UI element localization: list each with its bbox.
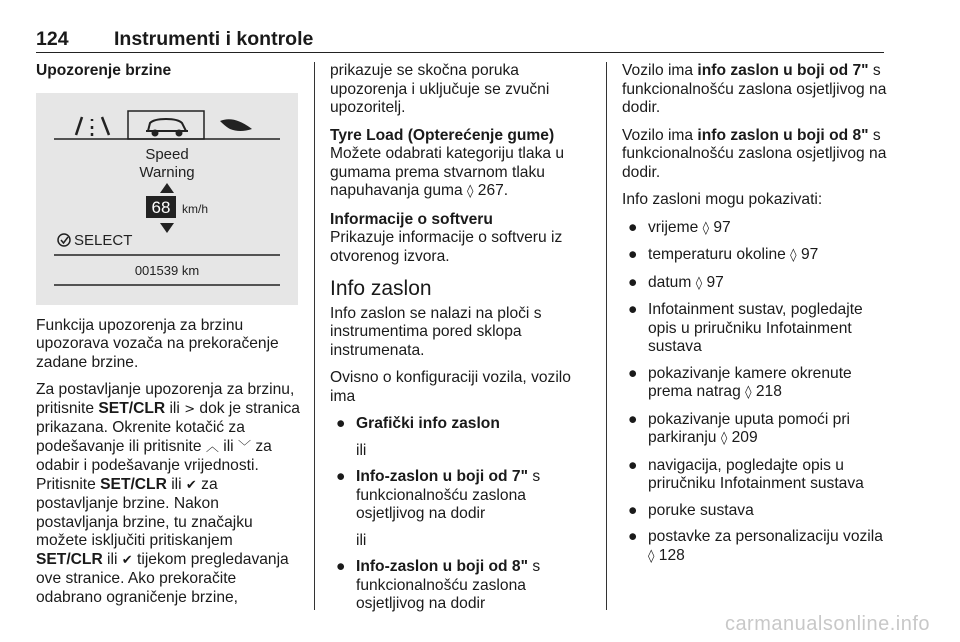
check-icon: ✔: [121, 552, 133, 568]
paragraph: Info zasloni mogu pokazivati:: [622, 191, 823, 208]
info-display-list: [622, 219, 892, 567]
odometer-readout: 001539 km: [134, 262, 200, 278]
chevron-down-icon: ﹀: [237, 439, 251, 455]
page-number: 124: [36, 28, 69, 50]
eco-leaf-icon: [220, 119, 252, 131]
paragraph: prikazuje se skočna poruka upozorenja i uključuje se zvučni upozoritelj.: [330, 62, 550, 116]
speed-label: Speed: [145, 145, 189, 163]
reference-icon: ◊: [720, 431, 728, 446]
bullet: ●: [336, 415, 346, 432]
paragraph: Za postavljanje upozorenja za brzinu, pritisnite SET/CLR ili > dok je stranica prikazana. Okrenite kotačić za podešavanje ili pritisnite ︿ ili ﹀ za odabir i podešavanje vrijednosti. Pritisnite SET/CLR ili ✔ za postavljanje brzine. Nakon postavljanja brzine, tu značajku možete isključiti pritiskanjem SET/CLR ili ✔ tijekom pregledavanja ove stranice. Ako prekoračite odabrano ograničenje brzine,: [36, 381, 300, 606]
paragraph: Ovisno o konfiguraciji vozila, vozilo ima: [330, 369, 571, 405]
select-label: SELECT: [74, 231, 133, 249]
display-types-list: [330, 415, 586, 434]
reference-icon: ◊: [790, 248, 797, 263]
display-types-list: [330, 468, 586, 524]
reference-icon: ◊: [467, 184, 474, 199]
or-text: ili: [356, 531, 367, 549]
list-item: ● vrijeme ◊ 97: [628, 218, 731, 236]
bullet: ●: [628, 501, 638, 519]
column-divider: [606, 62, 607, 610]
list-item: ● datum ◊ 97: [628, 273, 724, 291]
list-item: ● pokazivanje uputa pomoći pri parkiranju ◊ 209: [628, 410, 850, 446]
list-item: ● Infotainment sustav, pogledajte opis u priručniku Infotainment sustava: [628, 301, 863, 355]
section-heading: Info zaslon: [330, 277, 432, 300]
list-item: ● Info-zaslon u boji od 8" s funkcionalnošću zaslona osjetljivog na dodir: [336, 558, 541, 612]
car-icon: [146, 119, 188, 136]
speed-warning-figure: [36, 93, 298, 305]
bullet: ●: [628, 246, 638, 263]
reference-icon: ◊: [648, 548, 655, 564]
bullet: ●: [628, 410, 638, 428]
speed-unit: km/h: [182, 201, 209, 216]
list-item: ● pokazivanje kamere okrenute prema natrag ◊ 218: [628, 364, 852, 400]
paragraph: Info zaslon se nalazi na ploči s instrumentima pored sklopa instrumenata.: [330, 304, 542, 359]
check-circle-icon: [58, 234, 70, 246]
paragraph: Možete odabrati kategoriju tlaka u gumama prema stvarnom tlaku napuhavanja guma ◊ 267.: [330, 145, 565, 199]
arrow-up-icon: [160, 183, 174, 193]
reference-icon: ◊: [695, 275, 703, 291]
subheading: Informacije o softveru: [330, 210, 493, 228]
paragraph: Vozilo ima info zaslon u boji od 8" s funkcionalnošću zaslona osjetljivog na dodir.: [622, 126, 887, 181]
list-item: ● postavke za personalizaciju vozila ◊ 128: [628, 528, 883, 564]
bullet: ●: [336, 468, 346, 485]
arrow-down-icon: [160, 223, 174, 233]
reference-icon: ◊: [702, 220, 710, 236]
subheading: Tyre Load (Opterećenje gume): [330, 126, 555, 144]
bullet: ●: [628, 273, 638, 291]
bullet: ●: [628, 301, 638, 318]
page-header: [36, 28, 884, 53]
bullet: ●: [628, 218, 638, 236]
list-item: ● poruke sustava: [628, 501, 754, 519]
list-item: ● Info-zaslon u boji od 7" s funkcionalnošću zaslona osjetljivog na dodir: [336, 468, 541, 522]
list-item: ● navigacija, pogledajte opis u priručniku Infotainment sustava: [628, 456, 864, 492]
paragraph: Funkcija upozorenja za brzinu upozorava vozača na prekoračenje zadane brzine.: [36, 316, 279, 371]
column-1: [36, 62, 302, 616]
bullet: ●: [628, 528, 638, 545]
or-text: ili: [356, 441, 367, 459]
reference-icon: ◊: [745, 385, 752, 400]
section-title: Upozorenje brzine: [36, 62, 172, 79]
road-icon: [76, 117, 109, 136]
check-icon: ✔: [185, 477, 197, 493]
bullet: ●: [628, 456, 638, 474]
chevron-up-icon: ︿: [205, 439, 219, 455]
column-2: [330, 62, 586, 622]
display-types-list: [330, 558, 586, 614]
selected-tab-frame: [128, 111, 204, 139]
chapter-title: Instrumenti i kontrole: [114, 28, 314, 50]
column-divider: [314, 62, 315, 610]
list-item: ● Grafički info zaslon: [336, 415, 500, 432]
speed-value: 68: [151, 197, 171, 217]
watermark: carmanualsonline.info: [724, 613, 930, 635]
column-3: [622, 62, 892, 574]
bullet: ●: [336, 558, 346, 575]
paragraph: Vozilo ima info zaslon u boji od 7" s funkcionalnošću zaslona osjetljivog na dodir.: [622, 62, 887, 116]
cluster-display-illustration: [54, 109, 280, 291]
bullet: ●: [628, 364, 638, 382]
paragraph: Prikazuje informacije o softveru iz otvorenog izvora.: [330, 229, 563, 265]
next-icon: >: [184, 401, 196, 417]
warning-label: Warning: [139, 163, 195, 181]
list-item: ● temperaturu okoline ◊ 97: [628, 246, 819, 263]
